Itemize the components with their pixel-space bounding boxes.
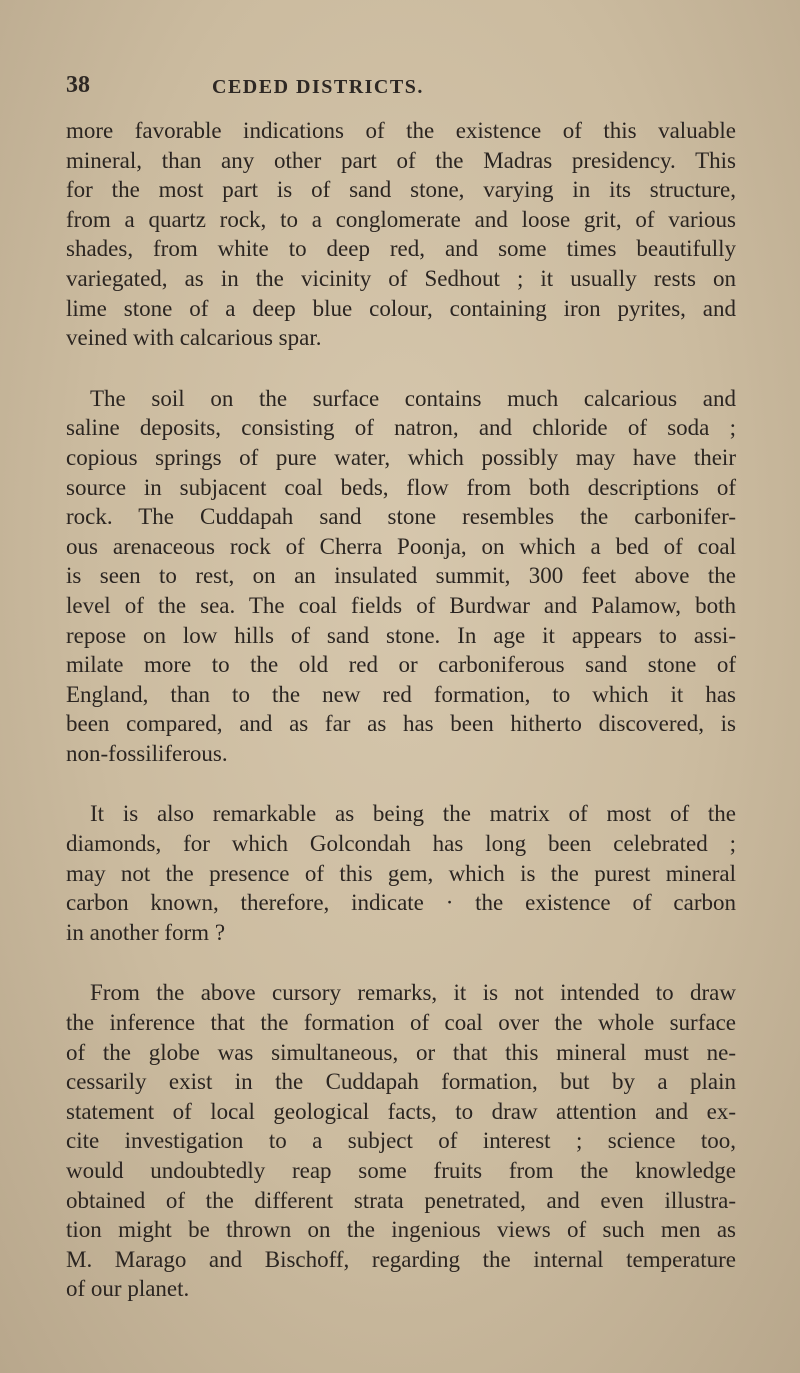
running-title: CEDED DISTRICTS. <box>212 76 424 98</box>
text-line: shades, from white to deep red, and some times beautifully <box>66 236 736 262</box>
text-line: the inference that the formation of coal over the whole surface <box>66 1010 736 1036</box>
paragraph-1 <box>66 116 736 353</box>
text-line: saline deposits, consisting of natron, and chloride of soda ; <box>66 415 736 441</box>
paragraph-gap <box>66 353 736 384</box>
text-line: ous arenaceous rock of Cherra Poonja, on which a bed of coal <box>66 533 736 559</box>
running-head <box>0 72 800 102</box>
text-line: level of the sea. The coal fields of Burdwar and Palamow, both <box>66 592 736 618</box>
text-line: carbon known, therefore, indicate · the existence of carbon <box>66 890 736 916</box>
text-line: of the globe was simultaneous, or that this mineral must ne- <box>66 1039 736 1065</box>
text-line: of our planet. <box>66 1276 190 1302</box>
text-line: from a quartz rock, to a conglomerate and loose grit, of various <box>66 206 736 232</box>
text-line: statement of local geological facts, to draw attention and ex- <box>66 1098 736 1124</box>
page-number: 38 <box>66 72 90 98</box>
paragraph-4 <box>66 978 736 1304</box>
text-line: cite investigation to a subject of interest ; science too, <box>66 1128 736 1154</box>
text-line: veined with calcarious spar. <box>66 325 322 351</box>
text-line: more favorable indications of the existence of this valuable <box>66 118 736 143</box>
paragraph-gap <box>66 768 736 799</box>
paragraph-gap <box>66 947 736 978</box>
text-line: source in subjacent coal beds, flow from both descriptions of <box>66 474 736 500</box>
text-line: would undoubtedly reap some fruits from the knowledge <box>66 1158 736 1183</box>
text-line: England, than to the new red formation, to which it has <box>66 681 736 707</box>
text-line: rock. The Cuddapah sand stone resembles the carbonifer- <box>66 504 736 530</box>
text-line: cessarily exist in the Cuddapah formation, but by a plain <box>66 1069 736 1095</box>
text-line: variegated, as in the vicinity of Sedhout ; it usually rests on <box>66 265 736 291</box>
text-line: milate more to the old red or carboniferous sand stone of <box>66 652 736 678</box>
text-line: mineral, than any other part of the Madras presidency. This <box>66 147 736 173</box>
text-line: is seen to rest, on an insulated summit, 300 feet above the <box>66 563 736 589</box>
text-line: The soil on the surface contains much calcarious and <box>90 385 736 411</box>
text-line: lime stone of a deep blue colour, containing iron pyrites, and <box>66 295 736 321</box>
text-line: may not the presence of this gem, which is the purest mineral <box>66 860 736 886</box>
paragraph-2 <box>66 384 736 769</box>
text-line: in another form ? <box>66 919 226 945</box>
text-line: non-fossiliferous. <box>66 740 228 766</box>
text-line: copious springs of pure water, which possibly may have their <box>66 444 736 470</box>
body-text <box>66 116 736 1304</box>
text-line: M. Marago and Bischoff, regarding the internal temperature <box>66 1246 736 1272</box>
text-line: repose on low hills of sand stone. In age it appears to assi- <box>66 622 736 648</box>
text-line: for the most part is of sand stone, varying in its structure, <box>66 177 736 203</box>
text-line: From the above cursory remarks, it is not intended to draw <box>90 980 736 1006</box>
text-line: tion might be thrown on the ingenious views of such men as <box>66 1217 736 1243</box>
text-line: It is also remarkable as being the matrix of most of the <box>90 801 736 827</box>
text-line: obtained of the different strata penetrated, and even illustra- <box>66 1187 736 1213</box>
text-line: diamonds, for which Golcondah has long been celebrated ; <box>66 831 736 857</box>
text-line: been compared, and as far as has been hitherto discovered, is <box>66 711 736 737</box>
paragraph-3 <box>66 799 736 947</box>
